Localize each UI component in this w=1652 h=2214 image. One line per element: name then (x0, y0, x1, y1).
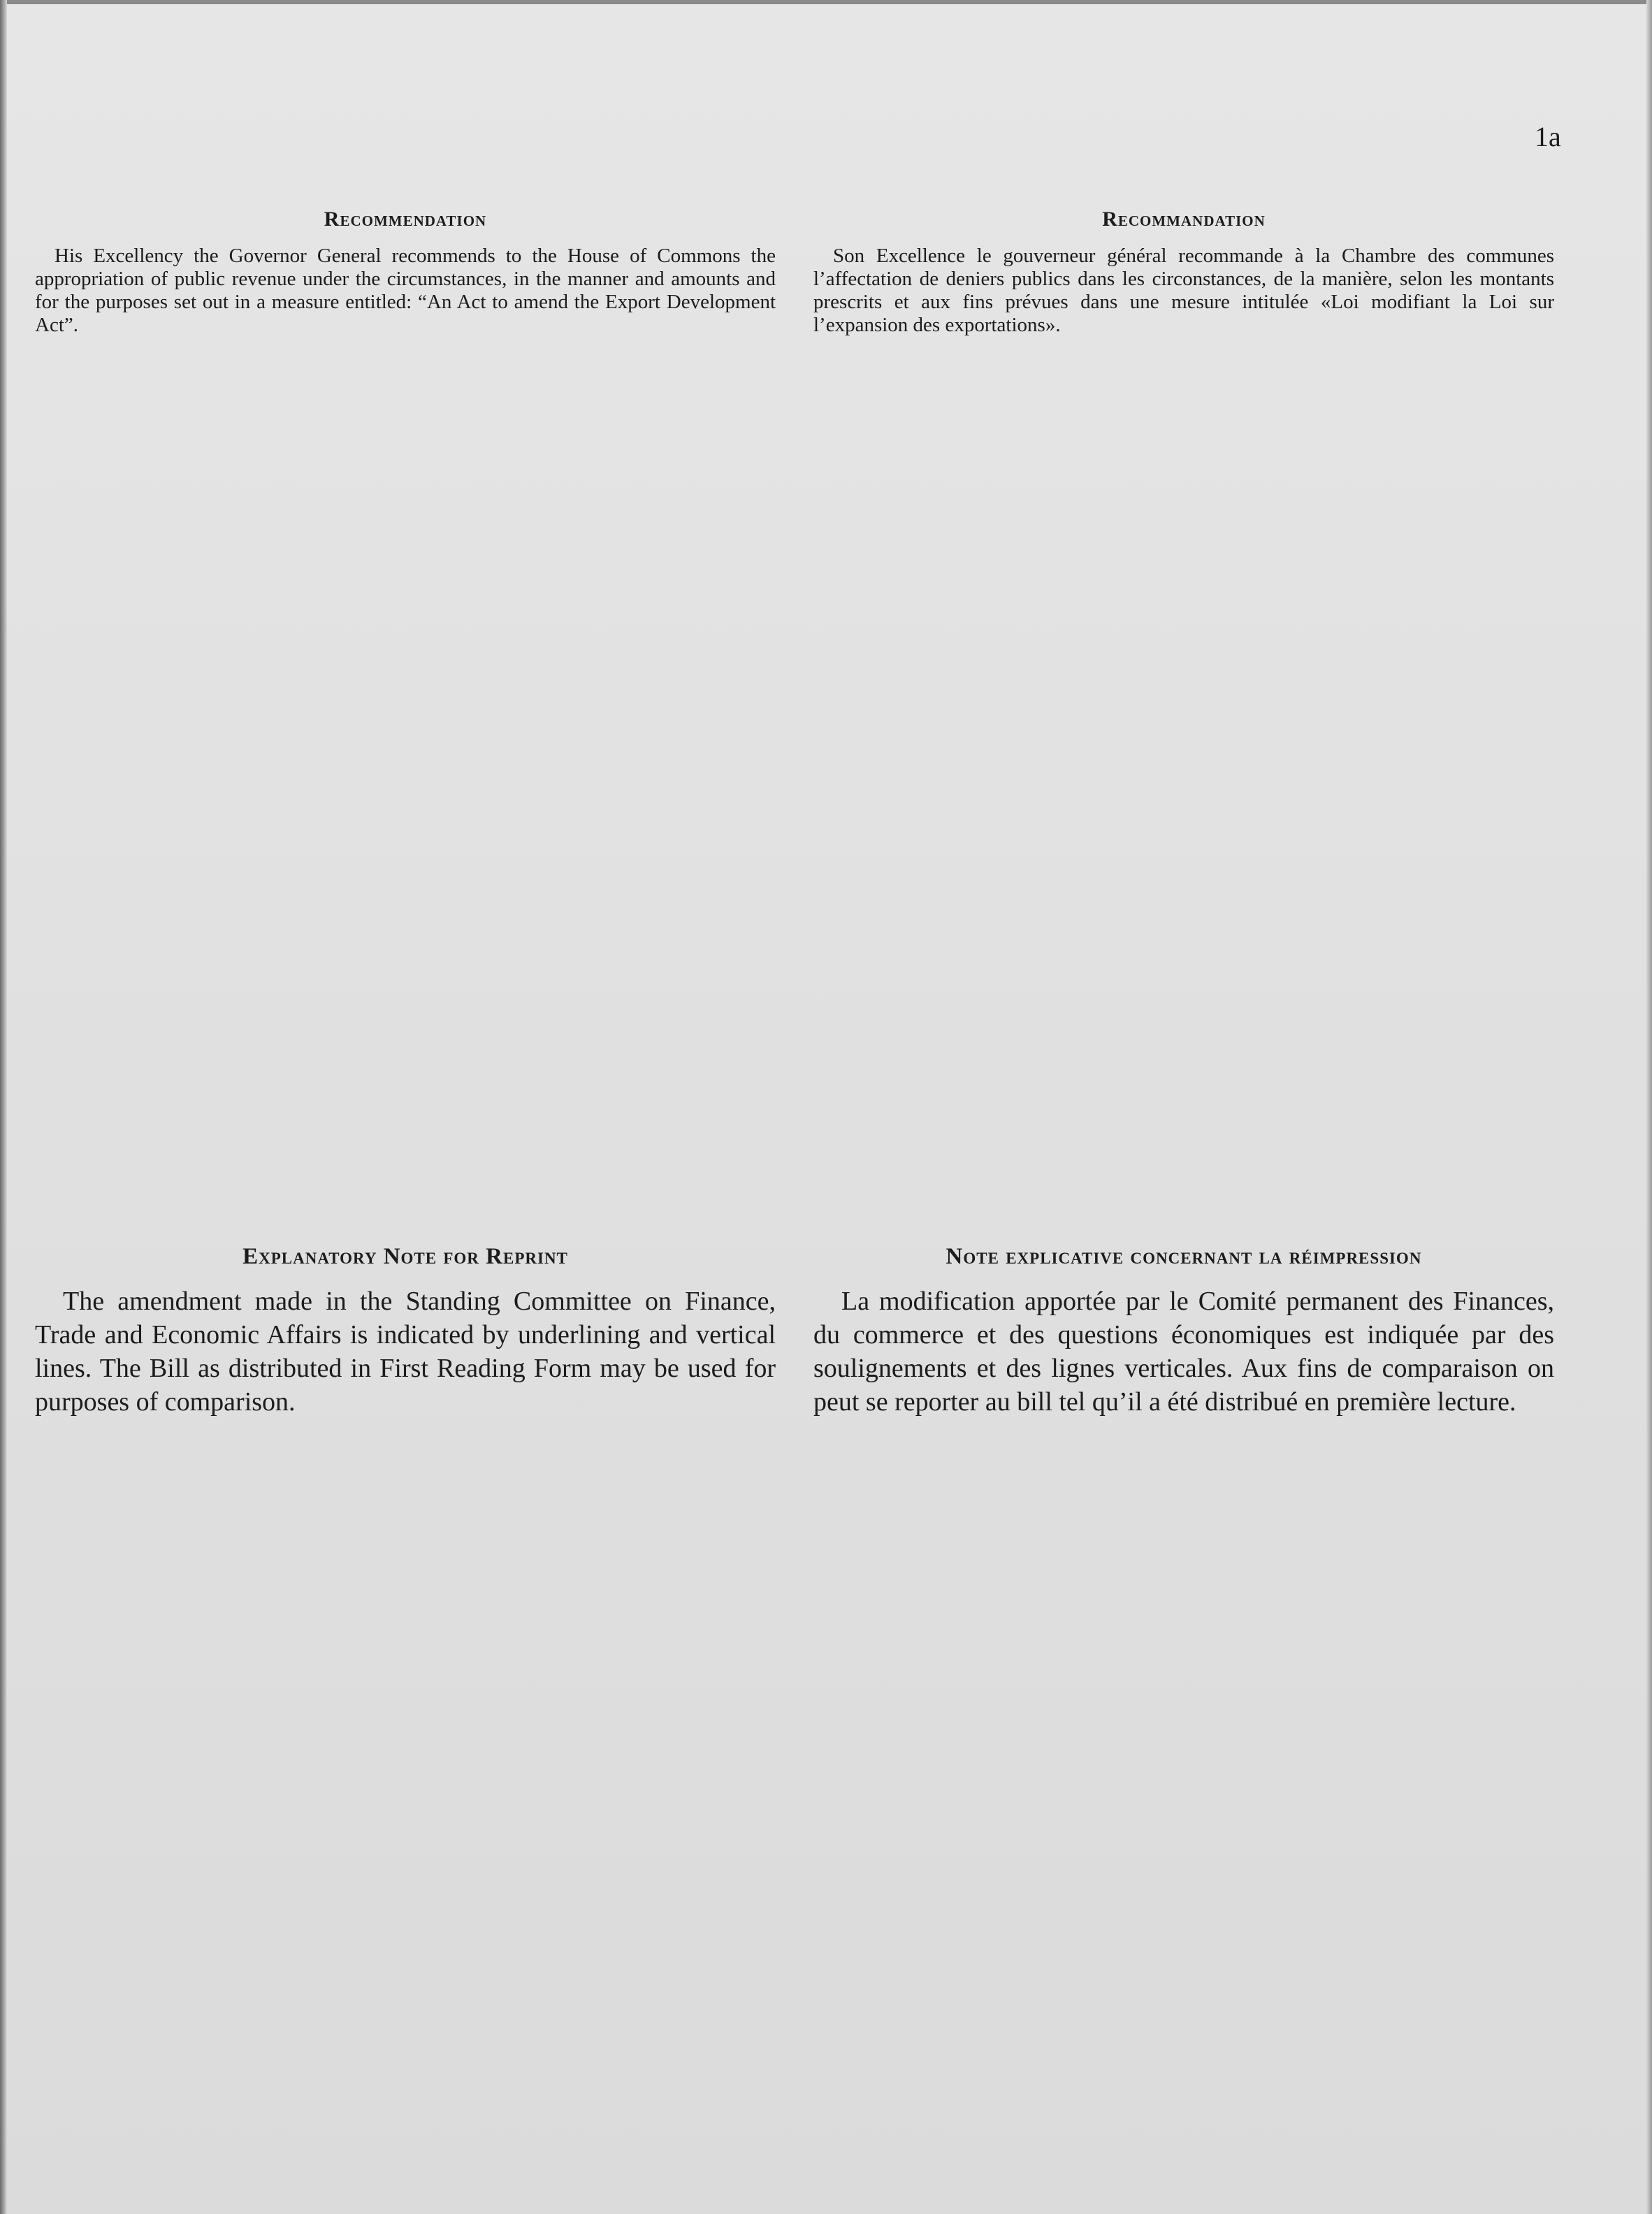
explanatory-note-body-fr: La modification apportée par le Comité permanent des Finances, du commerce et des questions économiques est indiquée par des soulignements et des lignes verticales. Aux fins de comparaison on peut se reporter au bill tel qu’il a été distribué en première lecture. (813, 1287, 1554, 1417)
recommendation-body-en: His Excellency the Governor General recommends to the House of Commons the appropriation of public revenue under the circumstances, in the manner and amounts and for the purposes set out in a measure entitled: “An Act to amend the Export Development Act”. (35, 245, 776, 336)
explanatory-note-body-en: The amendment made in the Standing Committee on Finance, Trade and Economic Affairs is indicated by underlining and vertical lines. The Bill as distributed in First Reading Form may be used for purposes of comparison. (35, 1287, 776, 1417)
page-number: 1a (1535, 121, 1561, 152)
recommendation-body-fr: Son Excellence le gouverneur général recommande à la Chambre des communes l’affectation de deniers publics dans les circonstances, de la manière, selon les montants prescrits et aux fins prévues dans une mesure intitulée «Loi modifiant la Loi sur l’expansion des exportations». (813, 245, 1554, 336)
explanatory-note-heading-fr: Note explicative concernant la réimpression (945, 1244, 1422, 1269)
page-right-edge (1646, 0, 1652, 2214)
explanatory-note-heading-en: Explanatory Note for Reprint (242, 1244, 568, 1269)
recommendation-heading-en: Recommendation (324, 208, 487, 231)
recommendation-heading-fr: Recommandation (1102, 208, 1266, 231)
page-top-edge (0, 0, 1652, 4)
page-binding-edge (0, 0, 7, 2214)
